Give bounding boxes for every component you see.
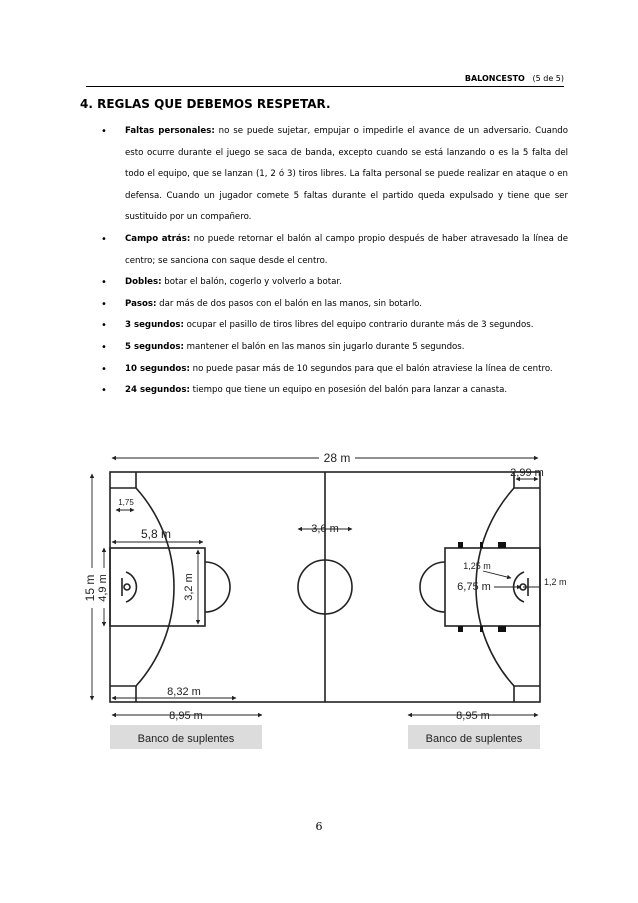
rule-term: 3 segundos: bbox=[125, 320, 184, 331]
center-circle-label: 3,6 m bbox=[311, 523, 339, 535]
bench-right-label: Banco de suplentes bbox=[425, 733, 523, 745]
corner-three-label: 2,99 m bbox=[510, 467, 544, 479]
left-three-line bbox=[110, 488, 174, 686]
rule-term: Campo atrás: bbox=[125, 233, 191, 244]
right-ft-circle bbox=[420, 562, 445, 612]
header-page: (5 de 5) bbox=[532, 74, 564, 83]
length-label: 28 m bbox=[323, 451, 351, 465]
list-item bbox=[101, 337, 568, 359]
corner-label: 1,75 bbox=[118, 498, 134, 507]
list-item bbox=[101, 121, 568, 229]
key-width-label: 3,2 m bbox=[183, 573, 195, 601]
bench-right-dist-label: 8,95 m bbox=[456, 710, 490, 722]
rule-text: botar el balón, cogerlo y volverlo a botar. bbox=[161, 277, 342, 288]
three-arc-label: 8,32 m bbox=[167, 686, 201, 698]
bench-left-dist-label: 8,95 m bbox=[169, 710, 203, 722]
list-item bbox=[101, 380, 568, 402]
list-item bbox=[101, 272, 568, 294]
rule-text: no puede pasar más de 10 segundos para que el balón atraviese la línea de centro. bbox=[189, 363, 553, 374]
basket-dist-label: 1,2 m bbox=[544, 577, 567, 587]
list-item bbox=[101, 294, 568, 316]
rule-text: mantener el balón en las manos sin jugarlo durante 5 segundos. bbox=[183, 341, 465, 352]
section-title: 4. REGLAS QUE DEBEMOS RESPETAR. bbox=[80, 97, 331, 111]
rule-text: dar más de dos pasos con el balón en las manos, sin botarlo. bbox=[156, 298, 422, 309]
header-title: BALONCESTO bbox=[464, 74, 525, 83]
list-item bbox=[101, 359, 568, 381]
three-radius-label: 6,75 m bbox=[457, 581, 491, 593]
restricted-width-label: 4,9 m bbox=[97, 574, 109, 602]
court-diagram bbox=[83, 448, 567, 754]
rule-text: tiempo que tiene un equipo en posesión del balón para lanzar a canasta. bbox=[189, 385, 508, 396]
basket-circle-label: 1,25 m bbox=[463, 561, 491, 571]
rule-term: 10 segundos: bbox=[125, 363, 190, 374]
rule-term: Pasos: bbox=[125, 298, 157, 309]
rule-term: 5 segundos: bbox=[125, 341, 184, 352]
rule-text: no puede retornar el balón al campo propio después de haber atravesado la línea de centro; se sanciona con saque desde el centro. bbox=[125, 233, 568, 266]
rules-list bbox=[101, 121, 568, 402]
width-label: 15 m bbox=[83, 574, 97, 602]
rule-term: 24 segundos: bbox=[125, 385, 190, 396]
rule-text: ocupar el pasillo de tiros libres del equipo contrario durante más de 3 segundos. bbox=[183, 320, 534, 331]
list-item bbox=[101, 229, 568, 272]
list-item bbox=[101, 315, 568, 337]
bench-left-label: Banco de suplentes bbox=[137, 733, 235, 745]
page-header bbox=[86, 74, 564, 87]
left-ft-circle bbox=[205, 562, 230, 612]
page-number: 6 bbox=[315, 820, 323, 833]
rule-term: Dobles: bbox=[125, 277, 162, 288]
rule-term: Faltas personales: bbox=[125, 126, 215, 136]
left-basket bbox=[124, 584, 130, 590]
free-throw-label: 5,8 m bbox=[140, 527, 172, 541]
rule-text: no se puede sujetar, empujar o impedirle el avance de un adversario. Cuando esto ocurre durante el juego se saca de banda, excepto cuando se está lanzando o es la 5 falta del todo el equipo, que se lanzan (1, 2 ó 3) tiros libres. La falta personal se puede realizar en ataque o en defensa. Cuando un jugador comete 5 faltas durante el partido queda expulsado y tiene que ser sustituido por un compañero. bbox=[125, 126, 569, 223]
